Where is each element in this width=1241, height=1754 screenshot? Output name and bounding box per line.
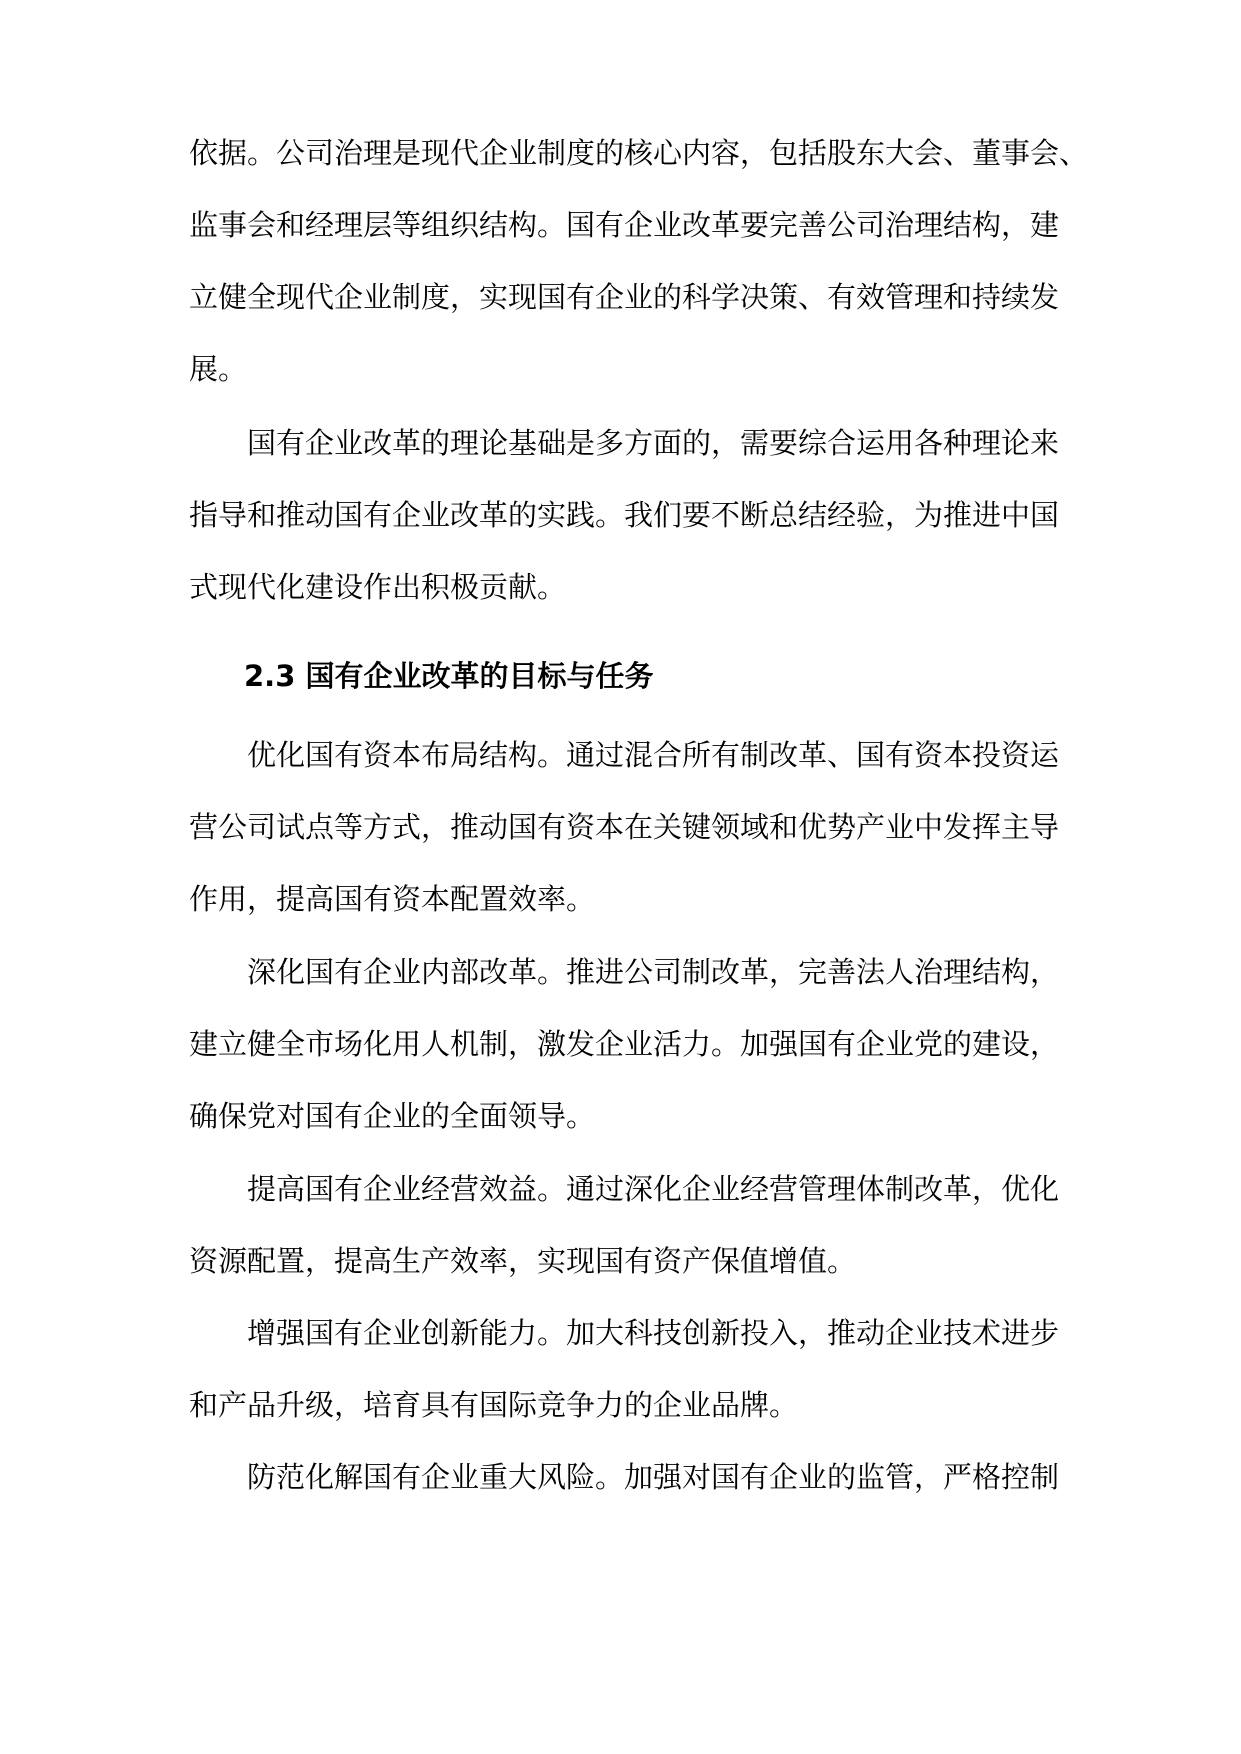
paragraph-line: 提高国有企业经营效益。通过深化企业经营管理体制改革，优化 <box>247 1172 1060 1206</box>
paragraph-line: 国有企业改革的理论基础是多方面的，需要综合运用各种理论来 <box>247 426 1060 460</box>
paragraph-line: 增强国有企业创新能力。加大科技创新投入，推动企业技术进步 <box>247 1316 1060 1350</box>
paragraph-line: 建立健全市场化用人机制，激发企业活力。加强国有企业党的建设， <box>189 1027 1060 1061</box>
paragraph-line: 优化国有资本布局结构。通过混合所有制改革、国有资本投资运 <box>247 738 1060 772</box>
paragraph-line: 指导和推动国有企业改革的实践。我们要不断总结经验，为推进中国 <box>189 498 1060 532</box>
paragraph-line: 立健全现代企业制度，实现国有企业的科学决策、有效管理和持续发 <box>189 280 1060 314</box>
paragraph-line: 营公司试点等方式，推动国有资本在关键领域和优势产业中发挥主导 <box>189 810 1060 844</box>
paragraph-line: 展。 <box>189 352 248 386</box>
paragraph-line: 资源配置，提高生产效率，实现国有资产保值增值。 <box>189 1244 857 1278</box>
paragraph-line: 作用，提高国有资本配置效率。 <box>189 882 596 916</box>
paragraph-line: 防范化解国有企业重大风险。加强对国有企业的监管，严格控制 <box>247 1460 1060 1494</box>
paragraph-line: 监事会和经理层等组织结构。国有企业改革要完善公司治理结构，建 <box>189 208 1060 242</box>
paragraph-line: 式现代化建设作出积极贡献。 <box>189 570 567 604</box>
paragraph-line: 和产品升级，培育具有国际竞争力的企业品牌。 <box>189 1388 799 1422</box>
paragraph-line: 确保党对国有企业的全面领导。 <box>189 1099 596 1133</box>
paragraph-line: 依据。公司治理是现代企业制度的核心内容，包括股东大会、董事会、 <box>189 136 1089 170</box>
section-heading: 2.3 国有企业改革的目标与任务 <box>244 659 654 693</box>
paragraph-line: 深化国有企业内部改革。推进公司制改革，完善法人治理结构， <box>247 955 1060 989</box>
